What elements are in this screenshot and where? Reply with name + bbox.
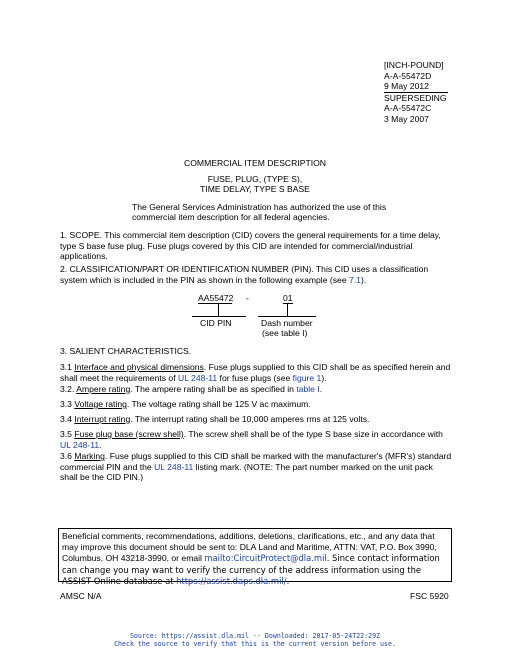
document-title-line1: FUSE, PLUG, (TYPE S), bbox=[207, 174, 303, 184]
see-table-label: (see table I) bbox=[262, 328, 308, 338]
para-number: 3.5 bbox=[60, 429, 75, 439]
authorization-line2: commercial item description for all federal agencies. bbox=[132, 212, 330, 222]
document-header bbox=[384, 60, 448, 125]
comments-text-1: Beneficial comments, recommendations, additions, deletions, clarifications, etc., and any data that may improve this document should be sent to: DLA Land and Maritime, ATTN: VAT, P.O. Box 3990, Columbus, OH 43218-3990, or email bbox=[62, 531, 437, 564]
verify-line: Check the source to verify that this is the current version before use. bbox=[114, 640, 396, 649]
download-footer bbox=[0, 632, 510, 649]
dash-number-bracket bbox=[258, 316, 316, 317]
pin-base-connector bbox=[218, 304, 219, 316]
classification-text-end: ). bbox=[360, 274, 367, 285]
authorization-line1: The General Services Administration has authorized the use of this bbox=[132, 202, 387, 212]
source-line: Source: https://assist.dla.mil -- Downloaded: 2017-05-24T22:29Z bbox=[129, 632, 381, 640]
classification-text: 2. CLASSIFICATION/PART OR IDENTIFICATION NUMBER (PIN). This CID uses a classification system which is included in the PIN as shown in the following example (see bbox=[60, 264, 429, 285]
para-text: . bbox=[319, 384, 323, 394]
document-date: 9 May 2012 bbox=[384, 81, 448, 93]
para-title: Interrupt rating bbox=[74, 414, 131, 424]
document-id: A-A-55472D bbox=[384, 70, 432, 81]
para-number: 3.4 bbox=[60, 414, 75, 424]
email-link[interactable]: mailto:CircuitProtect@dla.mil bbox=[204, 553, 327, 564]
para-number: 3.1 bbox=[60, 362, 75, 372]
dash-number-label: Dash number bbox=[261, 318, 313, 328]
comments-box bbox=[58, 528, 452, 586]
para-text: . bbox=[99, 439, 102, 450]
superseded-id: A-A-55472C bbox=[384, 103, 432, 114]
paragraph-3-4 bbox=[60, 414, 452, 425]
superseding-label: SUPERSEDING bbox=[384, 92, 447, 103]
assist-link[interactable]: https://assist.daps.dla.mil/ bbox=[176, 575, 287, 586]
salient-heading: 3. SALIENT CHARACTERISTICS. bbox=[60, 346, 192, 356]
pin-dash-number: 01 bbox=[283, 293, 293, 303]
pin-dash: - bbox=[246, 293, 249, 303]
ul-248-11-link[interactable]: UL 248-11 bbox=[60, 439, 100, 450]
para-title: Interface and physical dimensions bbox=[74, 362, 204, 372]
cid-pin-label: CID PIN bbox=[200, 318, 232, 328]
para-number: 3.3 bbox=[60, 399, 75, 409]
document-type: COMMERCIAL ITEM DESCRIPTION bbox=[184, 158, 326, 168]
classification-paragraph bbox=[60, 264, 452, 285]
para-text: . The voltage rating shall be 125 V ac maximum. bbox=[126, 399, 311, 409]
para-number: 3.2. bbox=[60, 384, 77, 394]
comments-text-3: . bbox=[286, 575, 290, 586]
scope-paragraph: 1. SCOPE. This commercial item description (CID) covers the general requirements for a time delay, type S base fuse plug. Fuse plugs covered by this CID are intended for commercial/industrial applications. bbox=[60, 230, 441, 262]
para-text: . Fuse plugs supplied to this CID shall be marked with the manufacturer's (MFR's) standard commercial PIN and the bbox=[60, 451, 452, 472]
dash-number-underline bbox=[283, 303, 293, 304]
para-number: 3.6 bbox=[60, 451, 75, 461]
para-text: listing mark. (NOTE: The part number marked on the unit pack shall be the CID PIN.) bbox=[60, 461, 433, 483]
paragraph-3-1 bbox=[60, 362, 452, 383]
amsc-label: AMSC N/A bbox=[60, 591, 102, 601]
fsc-label: FSC 5920 bbox=[410, 591, 449, 601]
superseded-date: 3 May 2007 bbox=[384, 113, 429, 124]
para-text: . The ampere rating shall be as specified in bbox=[130, 384, 297, 394]
paragraph-3-2 bbox=[60, 384, 452, 395]
para-text: . The screw shell shall be of the type S base size in accordance with bbox=[183, 429, 443, 439]
paragraph-3-6 bbox=[60, 451, 452, 483]
para-title: Fuse plug base (screw shell) bbox=[74, 429, 184, 439]
paragraph-3-5 bbox=[60, 429, 452, 450]
pin-base: AA55472 bbox=[198, 293, 234, 303]
para-title: Marking bbox=[74, 451, 105, 461]
dash-number-connector bbox=[287, 304, 288, 316]
comments-text-2: . Since contact information can change you may want to verify the currency of the address information using the ASSIST Online database at bbox=[62, 553, 440, 586]
para-text: ). bbox=[321, 372, 327, 383]
pin-base-underline bbox=[198, 303, 232, 304]
comments-text bbox=[59, 529, 451, 589]
section-7-1-link[interactable]: 7.1 bbox=[349, 274, 361, 285]
figure-1-link[interactable]: figure 1 bbox=[292, 372, 322, 383]
para-text: for fuse plugs (see bbox=[217, 372, 293, 383]
document-title-line2: TIME DELAY, TYPE S BASE bbox=[200, 184, 310, 194]
inch-pound-label: [INCH-POUND] bbox=[384, 60, 444, 70]
para-title: Ampere rating bbox=[76, 384, 131, 394]
para-title: Voltage rating bbox=[74, 399, 127, 409]
cid-pin-bracket bbox=[192, 316, 246, 317]
pin-example-diagram bbox=[0, 290, 510, 340]
paragraph-3-3 bbox=[60, 399, 452, 410]
ul-248-11-link[interactable]: UL 248-11 bbox=[154, 461, 194, 472]
para-text: . Fuse plugs supplied to this CID shall be as specified herein and shall meet the requirements of bbox=[60, 362, 451, 383]
para-text: . The interrupt rating shall be 10,000 amperes rms at 125 volts. bbox=[130, 414, 370, 424]
ul-248-11-link[interactable]: UL 248-11 bbox=[177, 372, 218, 383]
table-1-link[interactable]: table I bbox=[296, 384, 320, 394]
